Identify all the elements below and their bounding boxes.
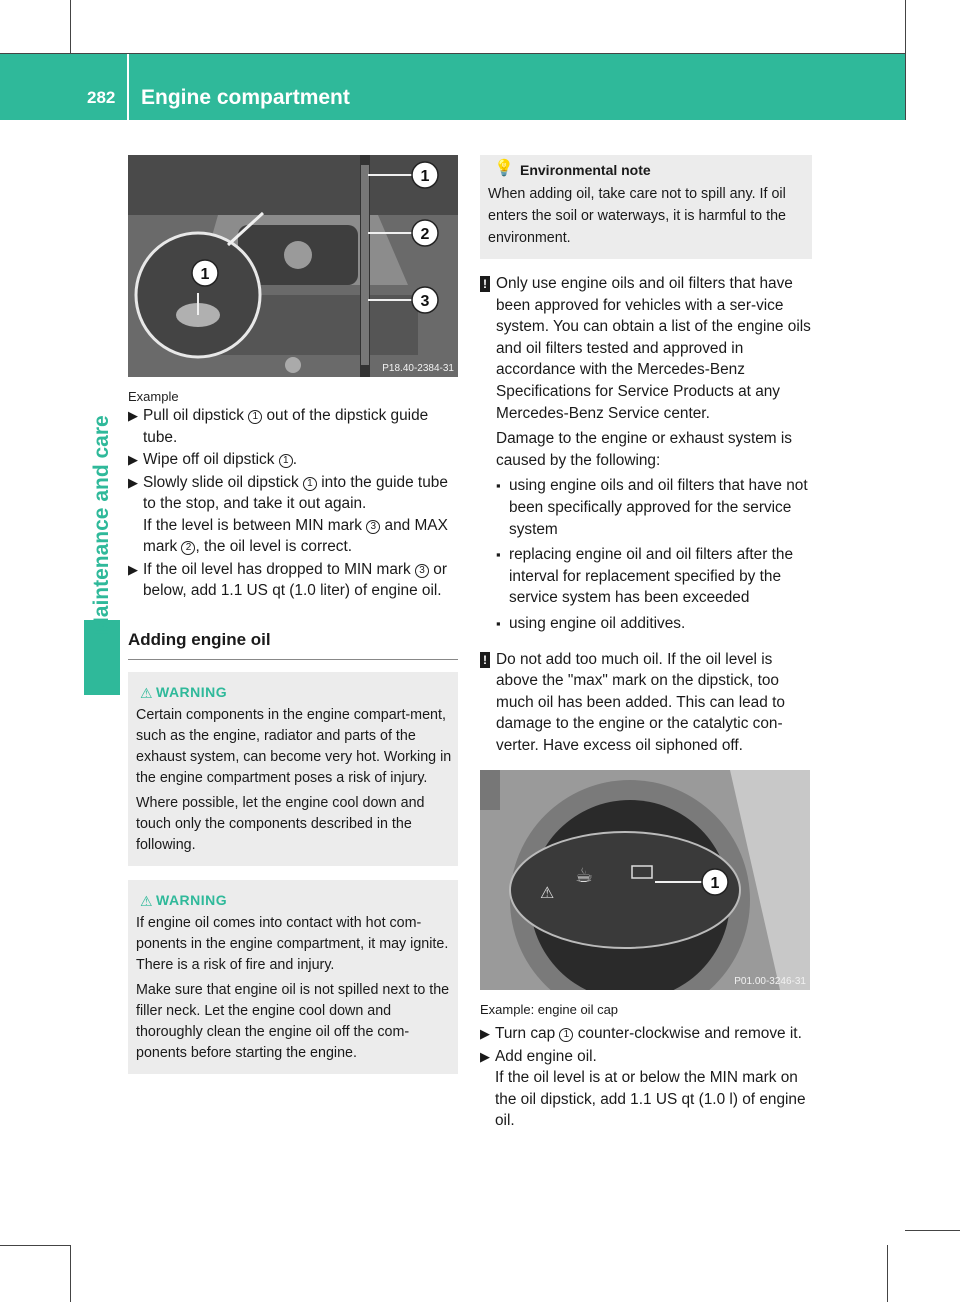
marker-1-dipstick	[412, 162, 438, 188]
notice-icon: !	[480, 276, 490, 292]
list-item: ▪ using engine oils and oil filters that have not been specifically approved for the service system	[496, 477, 808, 538]
step: ▶ Add engine oil. If the oil level is at or below the MIN mark on the oil dipstick, add 1.1 US qt (1.0 l) of engine oil.	[480, 1047, 806, 1130]
page-number: 282	[87, 88, 116, 107]
right-column	[480, 155, 812, 1132]
crop-mark	[887, 1245, 888, 1302]
marker-ref: 1	[279, 454, 293, 468]
arrow-icon: ▶	[128, 452, 138, 467]
header-bar	[0, 54, 905, 120]
warning-title: ⚠ WARNING	[136, 890, 452, 911]
step: ▶ Turn cap 1 counter-clockwise and remove it.	[480, 1023, 812, 1045]
warning-title: ⚠ WARNING	[136, 682, 452, 703]
figure-caption: Example: engine oil cap	[480, 1002, 619, 1018]
svg-text:1: 1	[710, 875, 720, 893]
marker-1-inset	[192, 260, 218, 286]
section-title: Engine compartment	[141, 86, 350, 109]
crop-mark	[905, 0, 906, 120]
warning-icon: ⚠	[140, 892, 154, 909]
left-column	[128, 155, 458, 1074]
notice	[480, 273, 812, 635]
crop-mark	[905, 1230, 960, 1231]
svg-text:1: 1	[420, 168, 430, 185]
notice-icon: !	[480, 652, 490, 668]
crop-mark	[70, 1245, 71, 1302]
crop-mark	[0, 1245, 70, 1246]
warning-box	[128, 672, 458, 866]
marker-3-min	[412, 287, 438, 313]
figure-caption: Example	[128, 389, 179, 404]
svg-text:2: 2	[420, 226, 430, 243]
marker-ref: 2	[181, 541, 195, 555]
marker-ref: 1	[303, 477, 317, 491]
list-item: ▪ using engine oil additives.	[496, 614, 686, 632]
engine-bay-photo	[128, 155, 458, 377]
warning-text: Make sure that engine oil is not spilled next to the filler neck. Let the engine cool down and thoroughly clean the engine oil off the com-ponents before starting the engine.	[136, 981, 450, 1061]
arrow-icon: ▶	[128, 561, 138, 577]
marker-2-max	[412, 220, 438, 246]
notice	[480, 649, 812, 757]
engine-bay-illustration	[128, 155, 458, 377]
list-item: ▪ replacing engine oil and oil filters after the interval for replacement specified by the service system has been exceeded	[496, 546, 794, 607]
warning-box	[128, 880, 458, 1074]
marker-ref: 1	[248, 410, 262, 424]
marker-ref: 3	[415, 564, 429, 578]
arrow-icon: ▶	[128, 474, 138, 490]
step: ▶ If the oil level has dropped to MIN mark 3 or below, add 1.1 US qt (1.0 liter) of engine oil.	[128, 560, 447, 599]
svg-text:3: 3	[420, 293, 430, 310]
lightbulb-icon: 💡	[494, 160, 514, 177]
svg-text:☕: ☕	[575, 863, 593, 888]
bullet-list	[496, 475, 812, 634]
warning-text: If engine oil comes into contact with hot com-ponents in the engine compartment, it may ignite. There is a risk of fire and injury.	[136, 914, 449, 973]
marker-ref: 1	[559, 1028, 573, 1042]
side-tab-label: Maintenance and care	[90, 415, 113, 635]
svg-text:⚠: ⚠	[540, 883, 555, 903]
warning-text: Where possible, let the engine cool down and touch only the components described in the following.	[136, 794, 425, 853]
svg-text:1: 1	[200, 266, 210, 283]
arrow-icon: ▶	[480, 1026, 490, 1042]
env-note-title: 💡 Environmental note	[494, 160, 651, 178]
section-heading: Adding engine oil	[128, 630, 458, 660]
oil-cap-illustration	[480, 770, 810, 990]
oil-cap-photo	[480, 770, 810, 990]
notice-text: Only use engine oils and oil filters that have been approved for vehicles with a ser-vice system. You can obtain a list of the engine oils and oil filters tested and approved in accordance with the Mercedes-Benz Specifications for Service Products at any Mercedes-Benz Service center.	[496, 275, 811, 422]
marker-ref: 3	[366, 520, 380, 534]
photo-code: P01.00-3246-31	[734, 976, 806, 988]
warning-icon: ⚠	[140, 684, 154, 701]
step: ▶ Slowly slide oil dipstick 1 into the guide tube to the stop, and take it out again. If the level is between MIN mark 3 and MAX mark 2 , the oil level is correct.	[128, 473, 448, 555]
env-note-text: When adding oil, take care not to spill any. If oil enters the soil or waterways, it is harmful to the environment.	[488, 186, 786, 246]
crop-mark	[70, 0, 71, 54]
header-divider	[127, 54, 129, 120]
arrow-icon: ▶	[128, 408, 138, 423]
marker-1-cap	[702, 869, 728, 895]
arrow-icon: ▶	[480, 1048, 490, 1064]
photo-code: P18.40-2384-31	[382, 363, 454, 374]
notice-text: Damage to the engine or exhaust system is caused by the following:	[496, 430, 792, 469]
warning-text: Certain components in the engine compart-ment, such as the engine, radiator and parts of the exhaust system, can become very hot. Working in the engine compartment poses a risk of injury.	[136, 706, 452, 786]
environmental-note	[480, 155, 812, 259]
notice-text: Do not add too much oil. If the oil level is above the "max" mark on the dipstick, too much oil has been added. This can lead to damage to the engine or the catalytic con-verter. Have excess oil siphoned off.	[496, 650, 785, 754]
step: ▶ Pull oil dipstick 1 out of the dipstick guide tube.	[128, 407, 429, 446]
step: ▶ Wipe off oil dipstick 1 .	[128, 449, 458, 471]
